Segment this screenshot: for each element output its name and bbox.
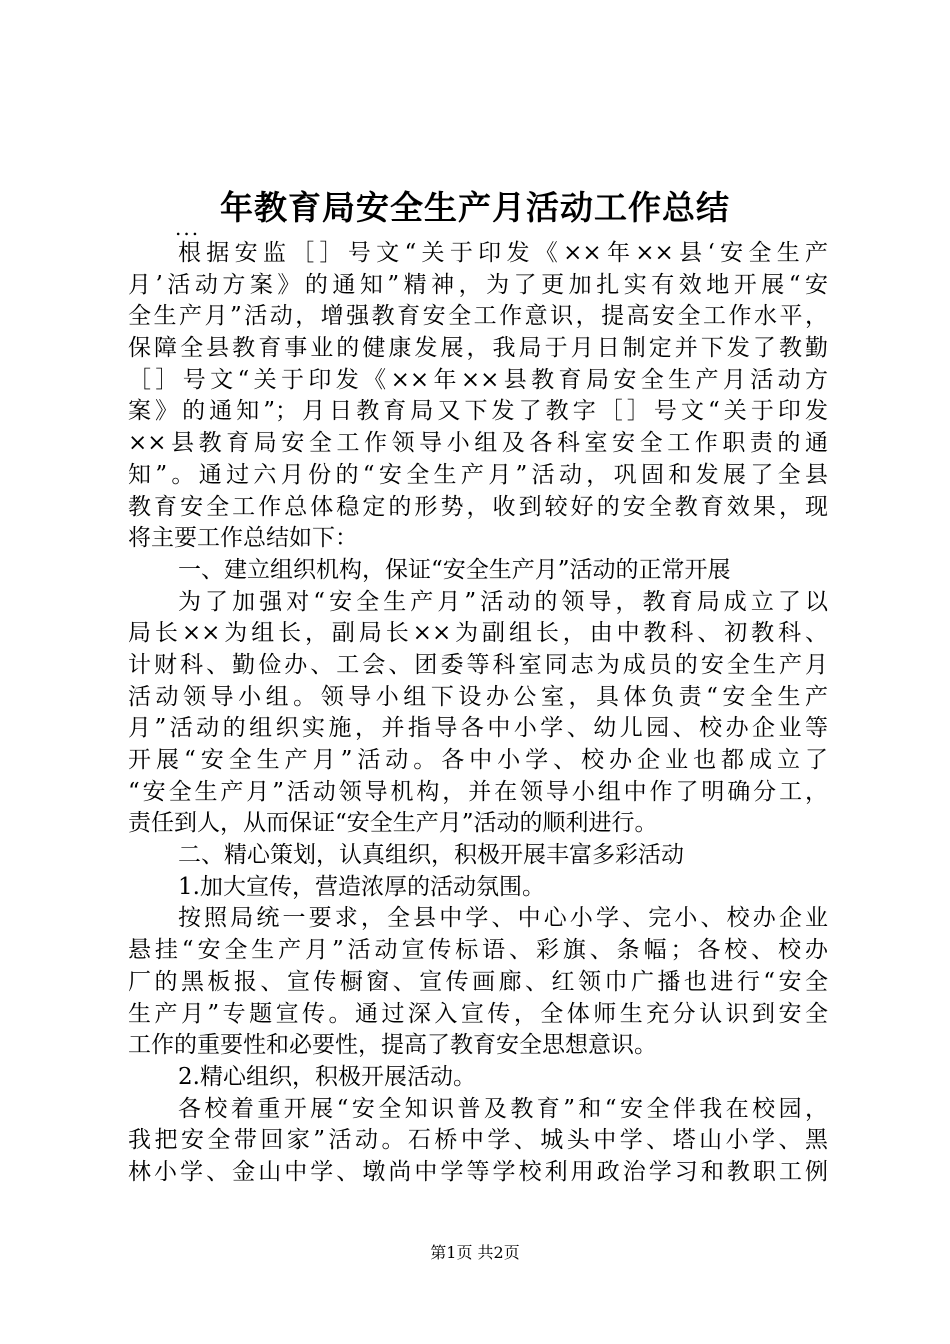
text-line: 厂的黑板报、宣传橱窗、宣传画廊、红领巾广播也进行“安全 [128, 968, 828, 995]
text-line: 一、建立组织机构，保证“安全生产月”活动的正常开展 [178, 556, 731, 583]
ellipsis-marker: ... [175, 216, 201, 240]
text-line: 局长××为组长，副局长××为副组长，由中教科、初教科、 [128, 620, 828, 647]
text-line: 教育安全工作总体稳定的形势，收到较好的安全教育效果，现 [128, 493, 828, 520]
text-line: 保障全县教育事业的健康发展，我局于月日制定并下发了教勤 [128, 335, 828, 362]
text-line: 悬挂“安全生产月”活动宣传标语、彩旗、条幅；各校、校办 [128, 937, 828, 964]
text-line: 我把安全带回家”活动。石桥中学、城头中学、塔山小学、黑 [128, 1127, 828, 1154]
document-body [128, 238, 828, 1189]
text-line: “安全生产月”活动领导机构，并在领导小组中作了明确分工， [128, 778, 828, 805]
text-line: 按照局统一要求，全县中学、中心小学、完小、校办企业 [178, 905, 828, 932]
text-line: 月”活动的组织实施，并指导各中小学、幼儿园、校办企业等 [128, 715, 828, 742]
text-line: 为了加强对“安全生产月”活动的领导，教育局成立了以 [178, 588, 828, 615]
text-line: ××县教育局安全工作领导小组及各科室安全工作职责的通 [128, 430, 828, 457]
text-line: 月’活动方案》的通知”精神，为了更加扎实有效地开展“安 [128, 271, 828, 298]
text-line: 1.加大宣传，营造浓厚的活动氛围。 [178, 873, 545, 900]
text-line: 二、精心策划，认真组织，积极开展丰富多彩活动 [178, 842, 684, 869]
text-line: 工作的重要性和必要性，提高了教育安全思想意识。 [128, 1032, 657, 1059]
document-title: 年教育局安全生产月活动工作总结 [220, 188, 730, 227]
text-line: ［］号文“关于印发《××年××县教育局安全生产月活动方 [128, 366, 828, 393]
text-line: 各校着重开展“安全知识普及教育”和“安全伴我在校园， [178, 1095, 828, 1122]
text-line: 开展“安全生产月”活动。各中小学、校办企业也都成立了 [128, 747, 828, 773]
text-line: 活动领导小组。领导小组下设办公室，具体负责“安全生产 [128, 683, 828, 710]
text-line: 生产月”专题宣传。通过深入宣传，全体师生充分认识到安全 [128, 1000, 828, 1027]
page-footer: 第1页 共2页 [430, 1243, 520, 1262]
text-line: 计财科、勤俭办、工会、团委等科室同志为成员的安全生产月 [128, 651, 828, 678]
text-line: 责任到人，从而保证“安全生产月”活动的顺利进行。 [128, 810, 658, 837]
text-line: 根据安监［］号文“关于印发《××年××县‘安全生产 [178, 240, 828, 266]
text-line: 知”。通过六月份的“安全生产月”活动，巩固和发展了全县 [128, 461, 828, 488]
text-line: 案》的通知”；月日教育局又下发了教字［］号文“关于印发 [128, 398, 828, 425]
text-line: 全生产月”活动，增强教育安全工作意识，提高安全工作水平， [128, 303, 828, 330]
text-line: 林小学、金山中学、墩尚中学等学校利用政治学习和教职工例 [128, 1158, 828, 1185]
text-line: 2.精心组织，积极开展活动。 [178, 1063, 476, 1090]
text-line: 将主要工作总结如下： [128, 525, 358, 552]
